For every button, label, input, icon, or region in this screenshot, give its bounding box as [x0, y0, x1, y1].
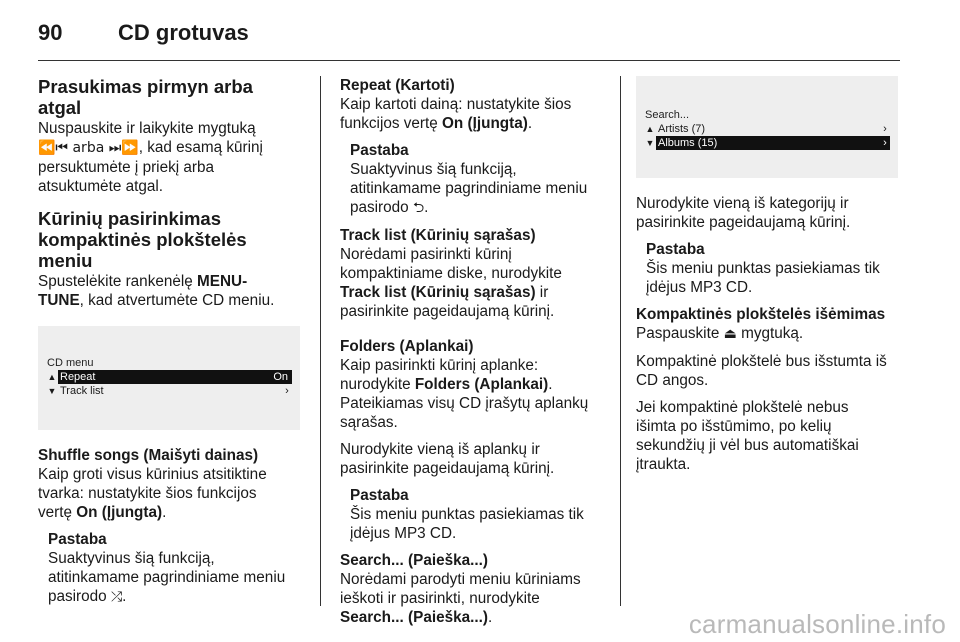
display-title: Search... [645, 109, 690, 121]
note-title: Pastaba [350, 487, 409, 504]
paragraph: Norėdami pasirinkti kūrinį [340, 246, 512, 263]
row-label: Track list [60, 385, 104, 397]
spacer [38, 196, 300, 208]
row-value: On [273, 370, 292, 384]
display-row-track-list [46, 384, 292, 398]
note-title: Pastaba [350, 142, 409, 159]
paragraph [340, 608, 610, 627]
paragraph: Šis meniu punktas pasiekiamas tik [646, 260, 880, 277]
text: nurodykite [340, 376, 415, 393]
note-title: Pastaba [48, 531, 107, 548]
paragraph: pasirinkite pageidaujamą kūrinį. [340, 303, 555, 320]
display-row-albums [644, 136, 890, 150]
paragraph: sekundžių ji vėl bus automatiškai [636, 437, 859, 454]
chevron-right-icon: › [285, 385, 289, 397]
paragraph: pasirinkite pageidaujamą kūrinį. [636, 214, 851, 231]
section-heading-seek: Prasukimas pirmyn arba atgal [38, 76, 253, 118]
column-divider [620, 76, 621, 606]
note-box [38, 530, 300, 607]
subheading-track-list: Track list (Kūrinių sąrašas) [340, 227, 536, 244]
seek-buttons-icon: ⏪⏮ arba ⏭⏩ [38, 140, 139, 156]
text: funkcijos vertę [340, 115, 443, 132]
header-rule [38, 60, 900, 61]
text: Kūrinių pasirinkimas [38, 208, 221, 229]
text: pasirodo [48, 588, 111, 605]
text: kompaktinės plokštelės meniu [38, 229, 247, 271]
page-header [38, 16, 249, 50]
spacer [340, 478, 610, 486]
column-1 [38, 76, 300, 607]
text: ir [535, 284, 549, 301]
chevron-right-icon: › [883, 137, 887, 149]
text: . [162, 504, 167, 521]
text: Search... (Paieška...) [340, 609, 488, 626]
paragraph: išimta po išstūmimo, po kelių [636, 418, 832, 435]
paragraph: CD angos. [636, 372, 709, 389]
column-2 [340, 76, 610, 627]
text: , kad atvertumėte CD meniu. [79, 292, 275, 309]
page-number: 90 [38, 20, 63, 45]
section-heading-select [38, 208, 300, 271]
row-label: Albums (15) [656, 136, 880, 150]
spacer [38, 430, 300, 446]
paragraph: Kompaktinė plokštelė bus išstumta iš [636, 353, 887, 370]
paragraph: tvarka: nustatykite šios funkcijos [38, 485, 257, 502]
spacer [340, 218, 610, 226]
paragraph [340, 114, 610, 133]
paragraph: Kaip kartoti dainą: nustatykite šios [340, 96, 572, 113]
display-title: CD menu [47, 357, 94, 369]
paragraph [38, 138, 300, 158]
paragraph [340, 375, 610, 394]
paragraph: įdėjus MP3 CD. [350, 525, 457, 542]
text: pasirodo [350, 199, 413, 216]
paragraph [38, 272, 300, 291]
paragraph [48, 587, 300, 607]
paragraph: Suaktyvinus šią funkciją, [48, 550, 215, 567]
paragraph: pasirinkite pageidaujamą kūrinį. [340, 460, 555, 477]
column-divider [320, 76, 321, 606]
spacer [636, 390, 908, 398]
note-box [636, 240, 908, 297]
note-box [340, 141, 610, 218]
text: Track list (Kūrinių sąrašas) [340, 284, 536, 301]
text: . [527, 115, 533, 132]
spacer [636, 232, 908, 240]
text: TUNE [38, 292, 80, 309]
paragraph [340, 283, 610, 302]
spacer [340, 133, 610, 141]
paragraph [38, 291, 300, 310]
display-row-artists [644, 122, 890, 136]
paragraph: persuktumėte į priekį arba [38, 159, 214, 176]
down-arrow-icon: ▼ [645, 138, 655, 148]
text: . [424, 199, 429, 216]
subheading-repeat: Repeat (Kartoti) [340, 77, 455, 94]
paragraph: kompaktiniame diske, nurodykite [340, 265, 562, 282]
spacer [340, 432, 610, 440]
paragraph: sąrašas. [340, 414, 398, 431]
down-arrow-icon: ▼ [47, 386, 57, 396]
spacer [636, 344, 908, 352]
spacer [38, 522, 300, 530]
display-row-repeat [46, 370, 292, 384]
cd-menu-display [38, 326, 300, 430]
row-label: Artists (7) [658, 123, 706, 135]
paragraph: Kaip groti visus kūrinius atsitiktine [38, 466, 267, 483]
subheading-folders: Folders (Aplankai) [340, 338, 474, 355]
paragraph: įtraukta. [636, 456, 691, 473]
search-display [636, 76, 898, 178]
paragraph: Kaip pasirinkti kūrinį aplanke: [340, 357, 539, 374]
repeat-icon: ⮌ [412, 200, 425, 216]
paragraph [636, 324, 908, 344]
paragraph: Nurodykite vieną iš aplankų ir [340, 441, 540, 458]
chevron-right-icon: › [883, 123, 887, 135]
spacer [636, 178, 908, 194]
row-label: Repeat [58, 370, 273, 384]
spacer [340, 543, 610, 551]
paragraph: įdėjus MP3 CD. [646, 279, 753, 296]
text: . [487, 609, 493, 626]
page-title: CD grotuvas [118, 20, 249, 45]
paragraph: Šis meniu punktas pasiekiamas tik [350, 506, 584, 523]
text: , kad esamą kūrinį [138, 139, 263, 156]
subheading-eject: Kompaktinės plokštelės išėmimas [636, 306, 886, 323]
subheading-shuffle: Shuffle songs (Maišyti dainas) [38, 447, 259, 464]
text: On (Įjungta) [76, 504, 163, 521]
up-arrow-icon: ▲ [645, 124, 655, 134]
paragraph: Suaktyvinus šią funkciją, [350, 161, 517, 178]
up-arrow-icon: ▲ [47, 372, 57, 382]
eject-icon: ⏏ [723, 326, 737, 342]
paragraph: Norėdami parodyti meniu kūriniams [340, 571, 581, 588]
paragraph [38, 503, 300, 522]
text: Folders (Aplankai) [414, 376, 549, 393]
text: On (Įjungta) [442, 115, 528, 132]
paragraph: ieškoti ir pasirinkti, nurodykite [340, 590, 540, 607]
column-3 [636, 76, 908, 474]
note-title: Pastaba [646, 241, 705, 258]
paragraph: Jei kompaktinė plokštelė nebus [636, 399, 849, 416]
paragraph: Pateikiamas visų CD įrašytų aplankų [340, 395, 589, 412]
watermark: carmanualsonline.info [688, 609, 946, 639]
spacer [340, 321, 610, 337]
text: . [122, 588, 127, 605]
paragraph: Nuspauskite ir laikykite mygtuką [38, 120, 256, 137]
note-box [340, 486, 610, 543]
spacer [636, 297, 908, 305]
paragraph: atitinkamame pagrindiniame meniu [48, 569, 286, 586]
shuffle-icon: ⤮ [110, 589, 123, 605]
paragraph: atitinkamame pagrindiniame meniu [350, 180, 588, 197]
paragraph: Nurodykite vieną iš kategorijų ir [636, 195, 849, 212]
text: mygtuką. [736, 325, 804, 342]
paragraph: atsuktumėte atgal. [38, 178, 163, 195]
text: vertę [38, 504, 77, 521]
paragraph [350, 198, 610, 218]
subheading-search: Search... (Paieška...) [340, 552, 488, 569]
text: Paspauskite [636, 325, 724, 342]
text: Spustelėkite rankenėlę [38, 273, 198, 290]
text: . [548, 376, 553, 393]
text: MENU- [197, 273, 248, 290]
